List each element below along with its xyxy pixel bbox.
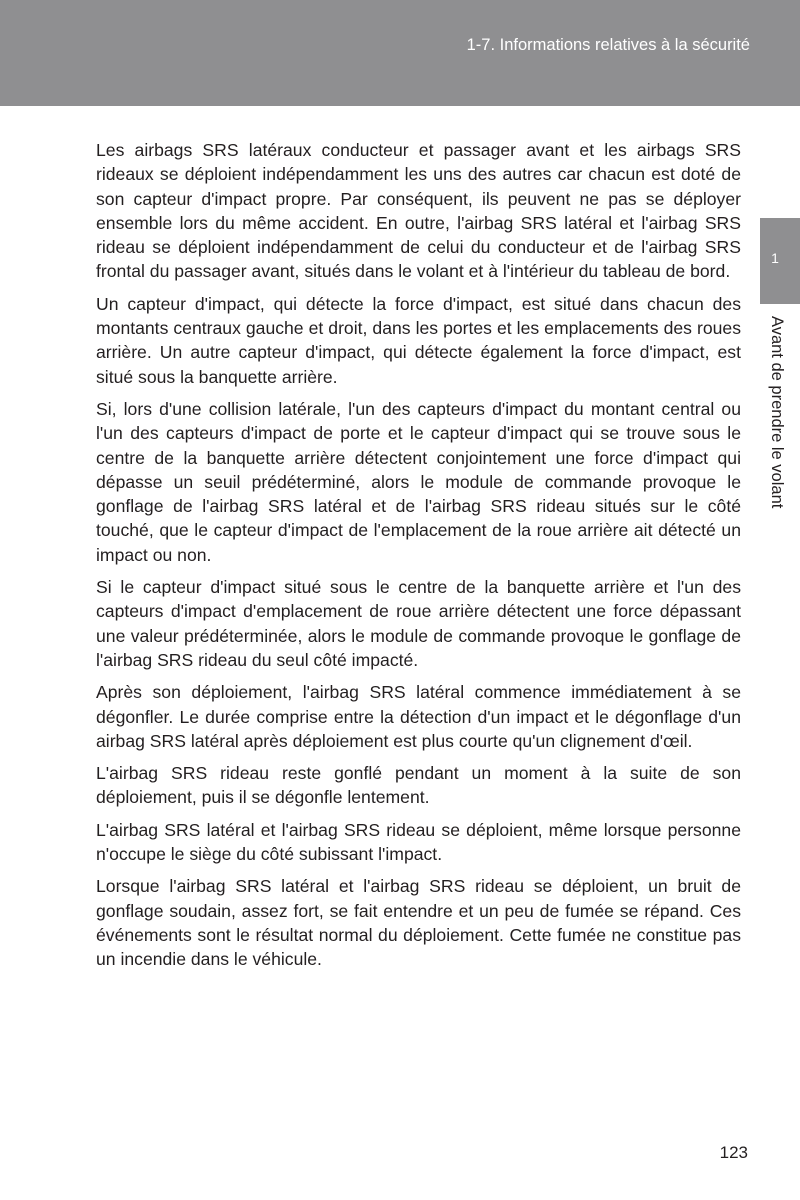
- paragraph: L'airbag SRS latéral et l'airbag SRS rideau se déploient, même lorsque personne n'occupe le siège du côté subissant l'impact.: [96, 819, 741, 865]
- chapter-title: Avant de prendre le volant: [768, 316, 786, 509]
- main-text: [96, 138, 741, 980]
- paragraph: Après son déploiement, l'airbag SRS latéral commence immédiatement à se dégonfler. Le durée comprise entre la détection d'un impact et le dégonflage d'un airbag SRS latéral après déploiement est plus courte qu'un clignement d'œil.: [96, 682, 741, 751]
- paragraph: Si le capteur d'impact situé sous le centre de la banquette arrière et l'un des capteurs d'impact d'emplacement de roue arrière détectent une force dépassant une valeur prédéterminée, alors le module de commande provoque le gonflage de l'airbag SRS rideau du seul côté impacté.: [96, 577, 741, 670]
- paragraph: Lorsque l'airbag SRS latéral et l'airbag SRS rideau se déploient, un bruit de gonflage soudain, assez fort, se fait entendre et un peu de fumée se répand. Ces événements sont le résultat normal du déploiement. Cette fumée ne constitue pas un incendie dans le véhicule.: [96, 876, 741, 970]
- paragraph: Un capteur d'impact, qui détecte la force d'impact, est situé dans chacun des montants centraux gauche et droit, dans les portes et les emplacements des roues arrière. Un autre capteur d'impact, qui détecte également la force d'impact, est situé sous la banquette arrière.: [96, 293, 741, 387]
- section-title: 1-7. Informations relatives à la sécurité: [466, 36, 750, 54]
- paragraph: Les airbags SRS latéraux conducteur et passager avant et les airbags SRS rideaux se déploient indépendamment les uns des autres car chacun est doté de son capteur d'impact propre. Par conséquent, ils peuvent ne pas se déployer ensemble lors du même accident. En outre, l'airbag SRS latéral et l'airbag SRS rideau se déploient indépendamment de celui du conducteur et de l'airbag SRS frontal du passager avant, situés dans le volant et à l'intérieur du tableau de bord.: [96, 140, 741, 282]
- paragraph: L'airbag SRS rideau reste gonflé pendant un moment à la suite de son déploiement, puis il se dégonfle lentement.: [96, 763, 741, 808]
- page-number: 123: [719, 1143, 748, 1162]
- chapter-number: 1: [771, 250, 779, 266]
- paragraph: Si, lors d'une collision latérale, l'un des capteurs d'impact du montant central ou l'un des capteurs d'impact de porte et le capteur d'impact qui se trouve sous le centre de la banquette arrière détectent conjointement une force d'impact qui dépasse un seuil prédéterminé, alors le module de commande provoque le gonflage de l'airbag SRS latéral et de l'airbag SRS rideau situés sur le côté touché, que le capteur d'impact de l'emplacement de la roue arrière ait détecté un impact ou non.: [96, 398, 741, 565]
- header-bar: [0, 0, 800, 106]
- chapter-tab: [760, 218, 800, 304]
